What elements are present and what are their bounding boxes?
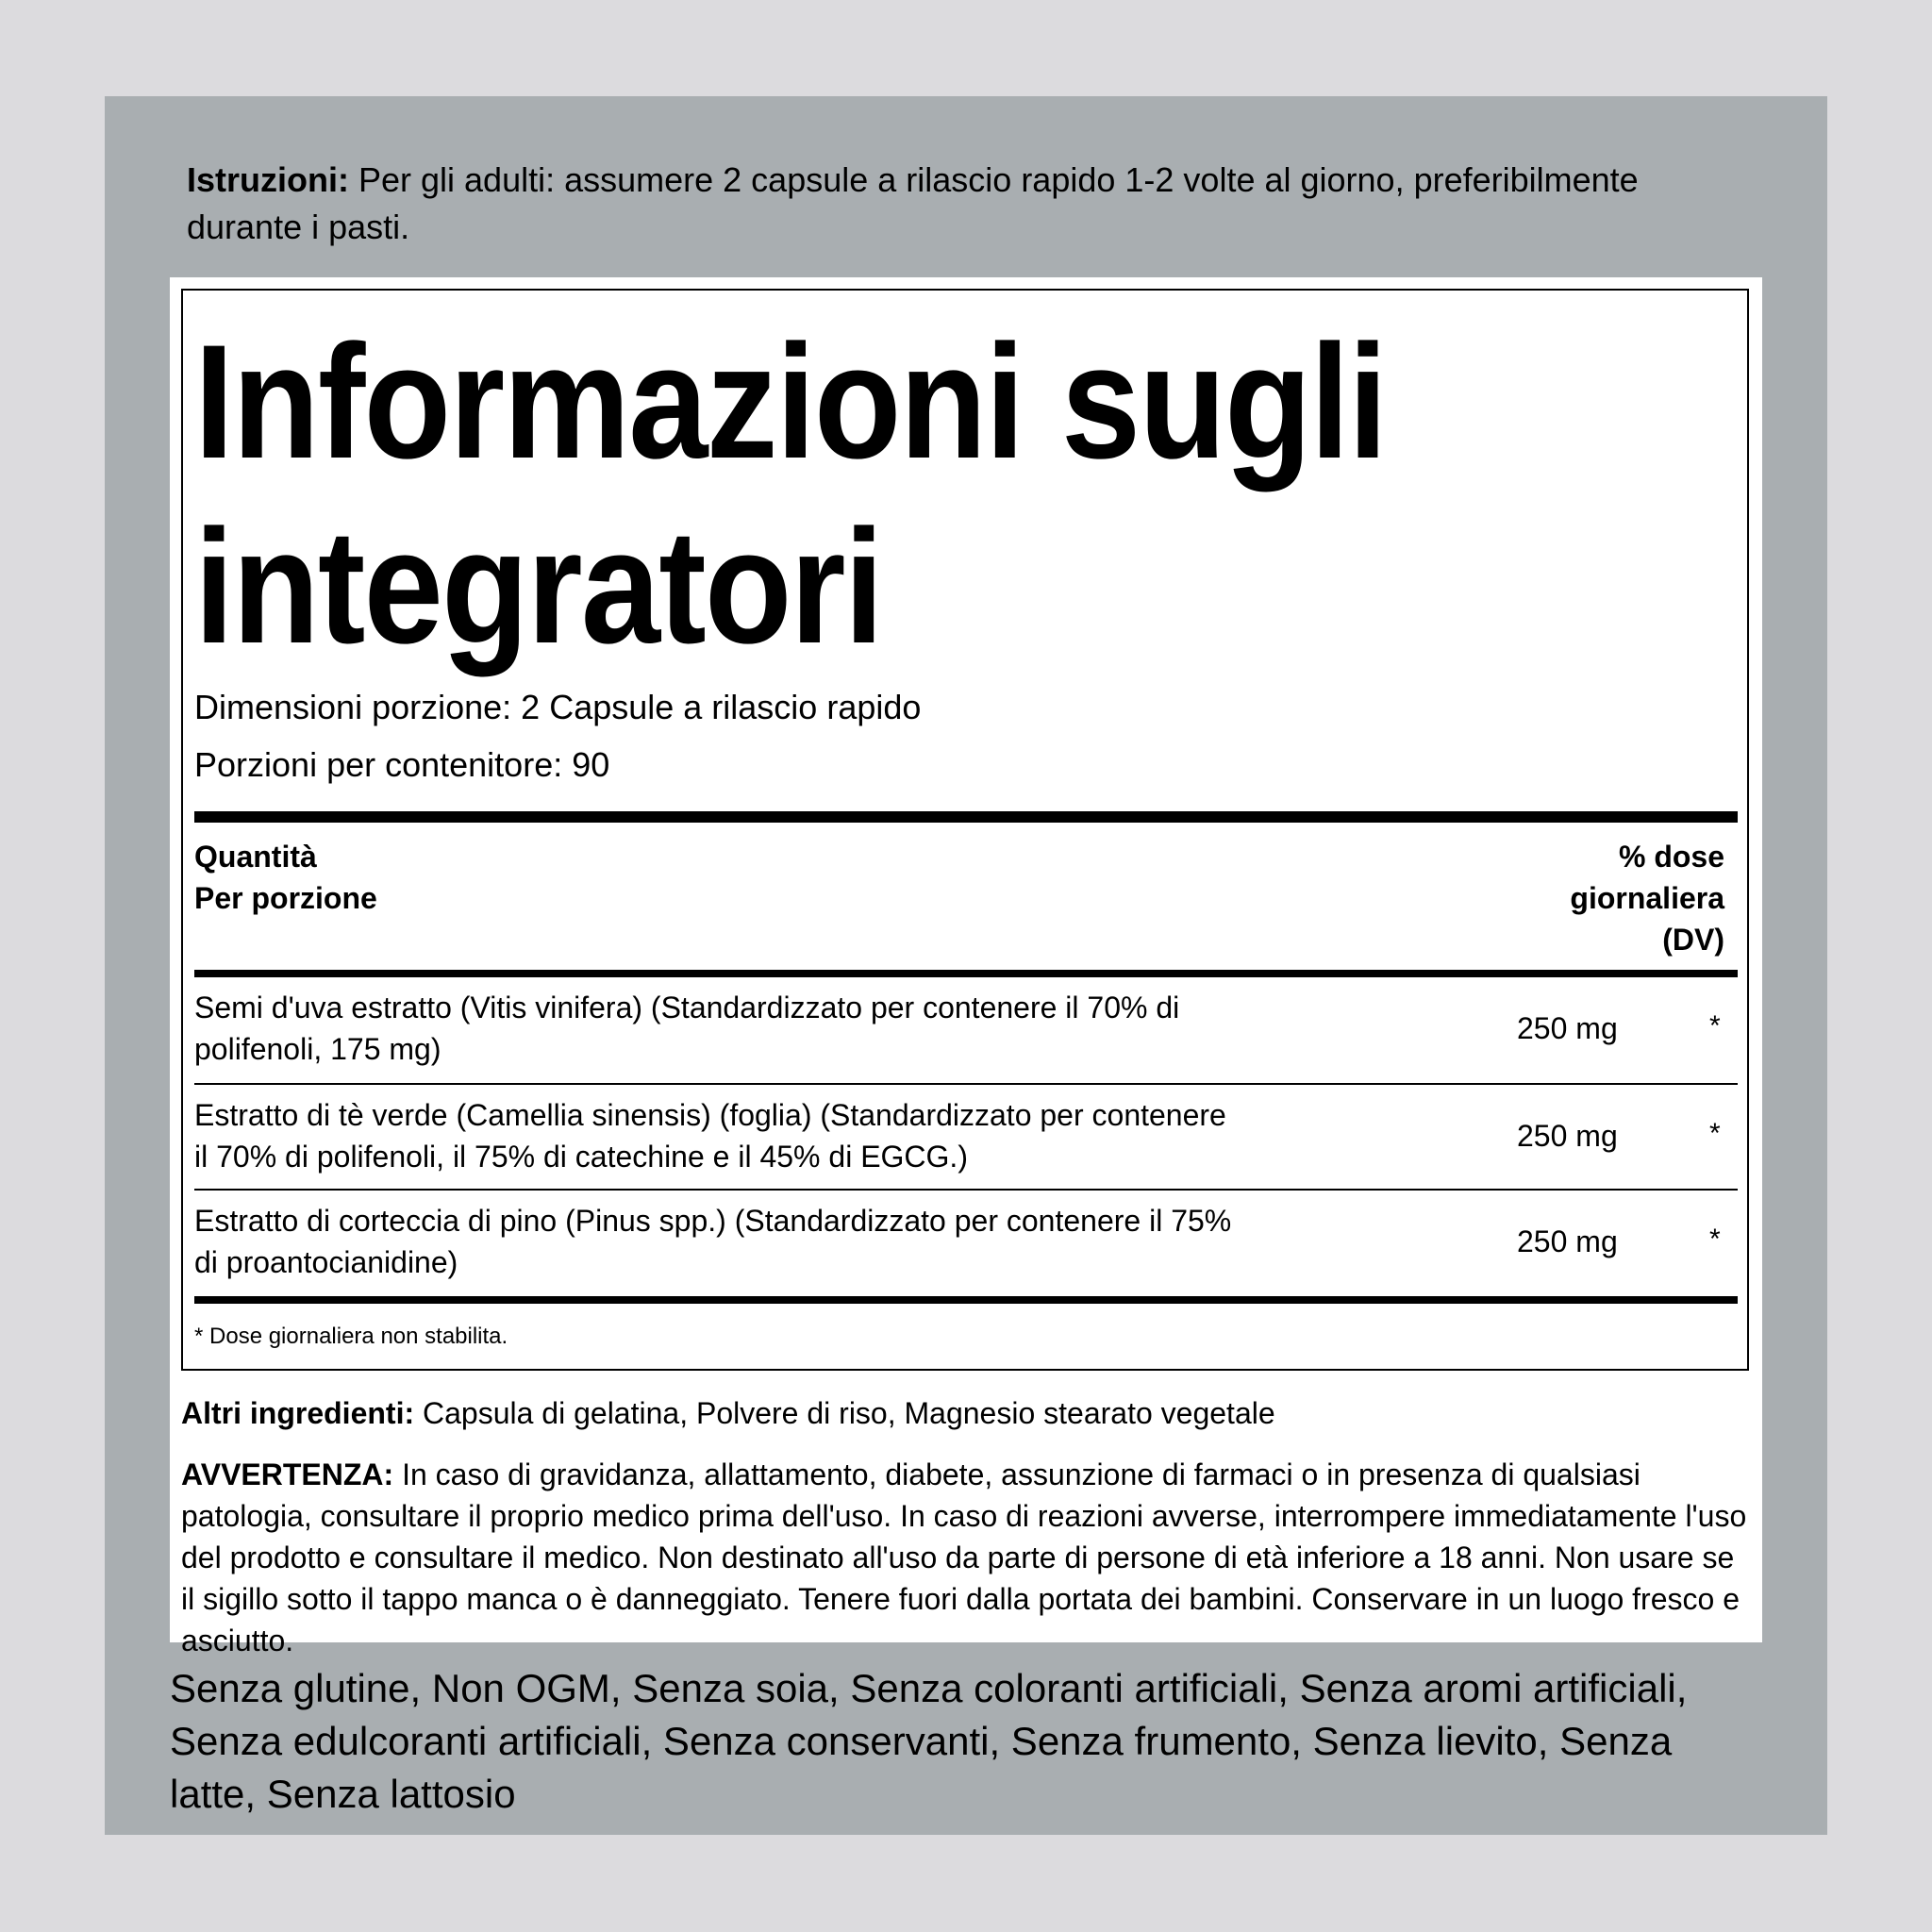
ingredient-amount: 250 mg: [1517, 1011, 1618, 1045]
other-ingredients: [181, 1392, 1747, 1434]
serving-size: Dimensioni porzione: 2 Capsule a rilascio rapido: [194, 688, 922, 726]
daily-value-header: [1570, 836, 1724, 960]
divider-medium: [194, 1296, 1738, 1304]
warning-label: AVVERTENZA:: [181, 1457, 394, 1491]
ingredient-row: [194, 1191, 1738, 1296]
free-from-claims: Senza glutine, Non OGM, Senza soia, Senza coloranti artificiali, Senza aromi artificiali, Senza edulcoranti artificiali, Senza conservanti, Senza frumento, Senza lievito, Senza latte, Senza lattosio: [170, 1666, 1688, 1816]
header-right-line1: % dose: [1618, 840, 1724, 874]
ingredient-dv: *: [1709, 1224, 1721, 1255]
ingredient-name: Estratto di tè verde (Camellia sinensis) (foglia) (Standardizzato per contenere il 70% di polifenoli, il 75% di catechine e il 45% di EGCG.): [194, 1098, 1226, 1174]
ingredient-row: [194, 1085, 1738, 1191]
ingredient-row: [194, 977, 1738, 1083]
supplement-facts-box: [181, 289, 1749, 1371]
instructions-label: Istruzioni:: [187, 160, 349, 199]
instructions-text: [187, 157, 1753, 251]
header-right-line2: giornaliera: [1570, 881, 1724, 915]
amount-per-serving-header: [194, 836, 377, 919]
ingredient-dv: *: [1709, 1118, 1721, 1149]
header-left-line2: Per porzione: [194, 881, 377, 915]
header-right-line3: (DV): [1662, 923, 1724, 957]
other-ingredients-text: Capsula di gelatina, Polvere di riso, Magnesio stearato vegetale: [414, 1396, 1275, 1430]
warning-body: In caso di gravidanza, allattamento, diabete, assunzione di farmaci o in presenza di qualsiasi patologia, consultare il proprio medico prima dell'uso. In caso di reazioni avverse, interrompere immediatamente l'uso del prodotto e consultare il medico. Non destinato all'uso da parte di persone di età inferiore a 18 anni. Non usare se il sigillo sotto il tappo manca o è danneggiato. Tenere fuori dalla portata dei bambini. Conservare in un luogo fresco e asciutto.: [181, 1457, 1747, 1657]
dv-footnote: * Dose giornaliera non stabilita.: [194, 1324, 508, 1349]
warning-text: [181, 1454, 1749, 1661]
ingredient-name: Semi d'uva estratto (Vitis vinifera) (Standardizzato per contenere il 70% di polifenoli, 175 mg): [194, 991, 1180, 1066]
ingredient-amount: 250 mg: [1517, 1119, 1618, 1153]
servings-per-container: Porzioni per contenitore: 90: [194, 745, 610, 784]
header-left-line1: Quantità: [194, 840, 317, 874]
divider-medium: [194, 970, 1738, 977]
facts-title: Informazioni sugli integratori: [194, 311, 1387, 677]
ingredient-name: Estratto di corteccia di pino (Pinus spp.) (Standardizzato per contenere il 75% di proantocianidine): [194, 1204, 1232, 1279]
ingredient-amount: 250 mg: [1517, 1224, 1618, 1258]
other-ingredients-label: Altri ingredienti:: [181, 1396, 415, 1430]
instructions-body: Per gli adulti: assumere 2 capsule a rilascio rapido 1-2 volte al giorno, preferibilmente durante i pasti.: [187, 160, 1639, 246]
ingredient-dv: *: [1709, 1010, 1721, 1041]
divider-thick: [194, 811, 1738, 823]
supplement-label: [170, 277, 1762, 1657]
